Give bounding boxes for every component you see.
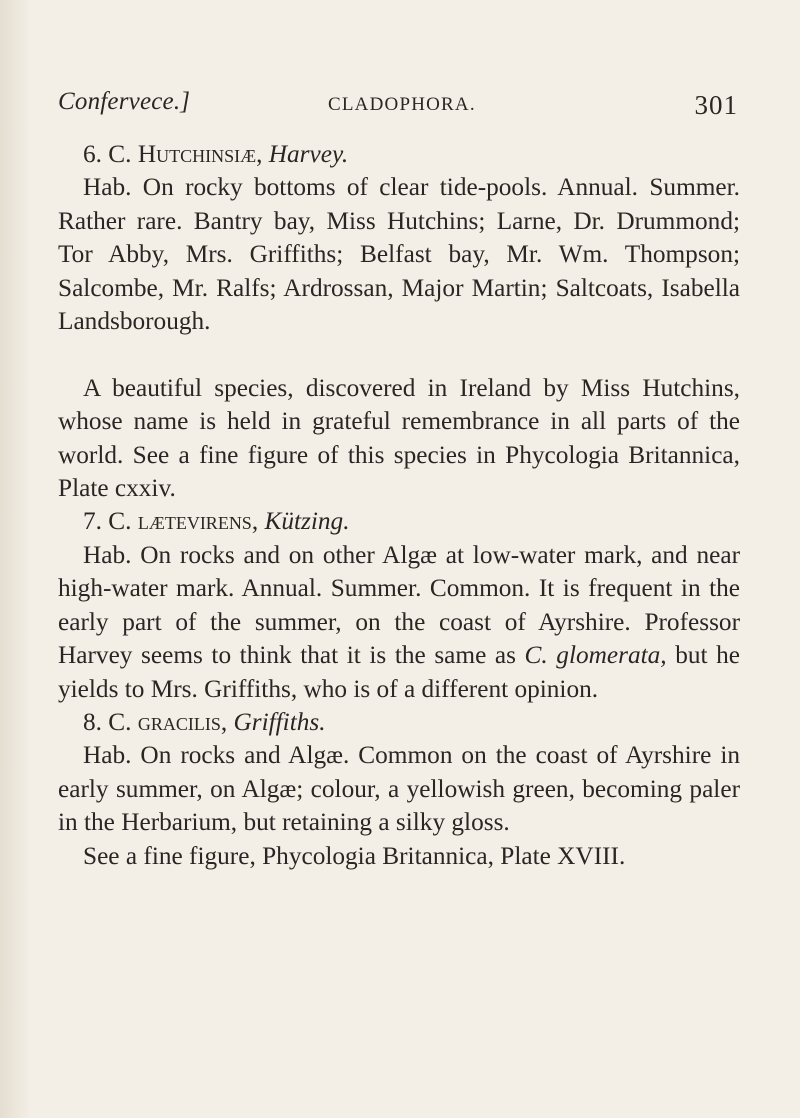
genus-title: CLADOPHORA. xyxy=(328,94,476,115)
species-author: Griffiths. xyxy=(233,707,326,736)
entry-paragraph: A beautiful species, discovered in Ireland by Miss Hutchins, whose name is held in grateful remembrance in all parts of the world. See a fine figure of this species in Phycologia Britannica, Plate cxxiv. xyxy=(58,373,740,503)
species-name: gracilis, xyxy=(137,707,228,736)
running-header xyxy=(58,86,738,126)
entry-paragraph xyxy=(58,539,740,706)
paragraph-text: Hab. On rocks and on other Algæ at low-water mark, and near high-water mark. Annual. Summer. Common. It is frequent in the early part of the summer, on the coast of Ayrshire. Professor Harvey seems to think that it is the same as xyxy=(58,540,740,670)
entry-paragraph: See a fine figure, Phycologia Britannica, Plate XVIII. xyxy=(83,841,626,870)
species-author: Harvey. xyxy=(268,140,349,168)
page-number: 301 xyxy=(694,90,738,120)
section-title: Confervece.] xyxy=(58,88,191,115)
species-author: Kützing. xyxy=(264,507,350,536)
entry-heading-7 xyxy=(58,505,740,538)
entry-number: 6. C. xyxy=(83,140,132,168)
entry-paragraph: Hab. On rocks and Algæ. Common on the coast of Ayrshire in early summer, on Algæ; colour, a yellowish green, becoming paler in the Herbarium, but retaining a silky gloss. xyxy=(58,741,740,837)
species-name: lætevirens, xyxy=(137,507,259,536)
entry-paragraph: Hab. On rocky bottoms of clear tide-pools. Annual. Summer. Rather rare. Bantry bay, Miss Hutchins; Larne, Dr. Drummond; Tor Abby, Mrs. Griffiths; Belfast bay, Mr. Wm. Thompson; Salcombe, Mr. Ralfs; Ardrossan, Major Martin; Saltcoats, Isabella Landsborough. xyxy=(58,173,740,336)
page-body xyxy=(58,138,740,873)
species-name: Hutchinsiæ, xyxy=(137,140,263,168)
entry-number: 7. C. xyxy=(83,507,132,536)
paragraph-text: but he yields to Mrs. Griffiths, who is of a different opinion. xyxy=(58,641,740,703)
entry-number: 8. C. xyxy=(83,707,132,736)
species-reference: C. glomerata, xyxy=(524,641,667,670)
entry-heading-6 xyxy=(58,138,740,171)
page-edge-shadow xyxy=(0,0,30,1118)
entry-heading-8 xyxy=(58,706,740,739)
